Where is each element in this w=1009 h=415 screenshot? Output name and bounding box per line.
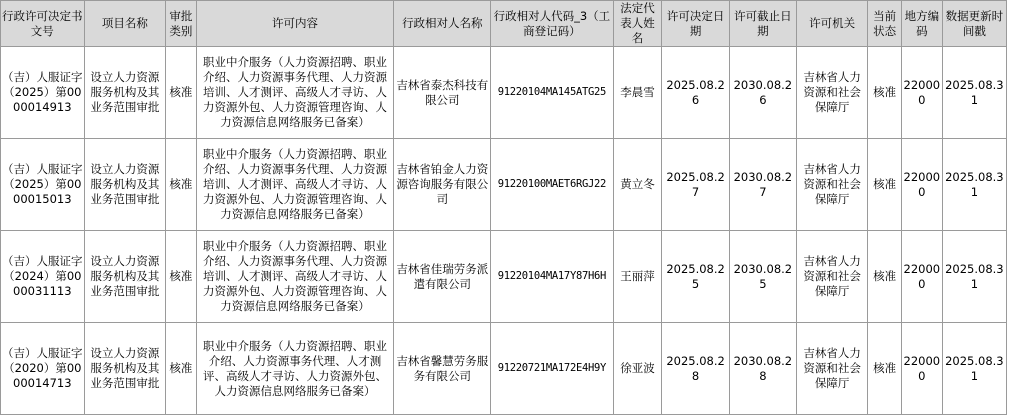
cell-decision-date: 2025.08.28 — [662, 323, 729, 415]
cell-party: 吉林省铂金人力资源咨询服务有限公司 — [394, 139, 491, 231]
cell-project: 设立人力资源服务机构及其业务范围审批 — [84, 47, 166, 139]
cell-doc-no: （吉）人服证字（2025）第0000014913 — [1, 47, 85, 139]
cell-updated: 2025.08.31 — [942, 139, 1006, 231]
cell-region-code: 220000 — [901, 323, 942, 415]
col-header-expiry-date: 许可截止日期 — [729, 1, 796, 47]
cell-legal-rep: 黄立冬 — [613, 139, 662, 231]
cell-doc-no: （吉）人服证字（2024）第0000031113 — [1, 231, 85, 323]
cell-decision-date: 2025.08.25 — [662, 231, 729, 323]
cell-status: 核准 — [868, 323, 902, 415]
cell-status: 核准 — [868, 47, 902, 139]
cell-authority: 吉林省人力资源和社会保障厅 — [796, 47, 867, 139]
col-header-doc-no: 行政许可决定书文号 — [1, 1, 85, 47]
cell-updated: 2025.08.31 — [942, 47, 1006, 139]
col-header-project: 项目名称 — [84, 1, 166, 47]
cell-doc-no: （吉）人服证字（2020）第0000014713 — [1, 323, 85, 415]
cell-content: 职业中介服务（人力资源招聘、职业介绍、人力资源事务代理、人力资源培训、人才测评、高级人才寻访、人力资源外包、人力资源管理咨询、人力资源信息网络服务已备案） — [196, 231, 394, 323]
col-header-status: 当前状态 — [868, 1, 902, 47]
cell-region-code: 220000 — [901, 47, 942, 139]
cell-category: 核准 — [166, 231, 197, 323]
col-header-authority: 许可机关 — [796, 1, 867, 47]
cell-expiry-date: 2030.08.28 — [729, 323, 796, 415]
cell-party: 吉林省馨慧劳务服务有限公司 — [394, 323, 491, 415]
table-row — [1, 231, 1007, 323]
cell-updated: 2025.08.31 — [942, 231, 1006, 323]
cell-project: 设立人力资源服务机构及其业务范围审批 — [84, 231, 166, 323]
cell-decision-date: 2025.08.26 — [662, 47, 729, 139]
cell-legal-rep: 徐亚波 — [613, 323, 662, 415]
table-row — [1, 139, 1007, 231]
cell-category: 核准 — [166, 323, 197, 415]
col-header-legal-rep: 法定代表人姓名 — [613, 1, 662, 47]
cell-project: 设立人力资源服务机构及其业务范围审批 — [84, 323, 166, 415]
cell-expiry-date: 2030.08.25 — [729, 231, 796, 323]
cell-authority: 吉林省人力资源和社会保障厅 — [796, 231, 867, 323]
cell-expiry-date: 2030.08.26 — [729, 47, 796, 139]
cell-code: 91220721MA172E4H9Y — [491, 323, 613, 415]
cell-category: 核准 — [166, 139, 197, 231]
cell-category: 核准 — [166, 47, 197, 139]
col-header-party: 行政相对人名称 — [394, 1, 491, 47]
col-header-decision-date: 许可决定日期 — [662, 1, 729, 47]
col-header-category: 审批类别 — [166, 1, 197, 47]
cell-updated: 2025.08.31 — [942, 323, 1006, 415]
cell-region-code: 220000 — [901, 139, 942, 231]
cell-authority: 吉林省人力资源和社会保障厅 — [796, 139, 867, 231]
cell-code: 91220104MA17Y87H6H — [491, 231, 613, 323]
table-row — [1, 47, 1007, 139]
cell-legal-rep: 王丽萍 — [613, 231, 662, 323]
cell-doc-no: （吉）人服证字（2025）第0000015013 — [1, 139, 85, 231]
col-header-code: 行政相对人代码_3（工商登记码） — [491, 1, 613, 47]
cell-legal-rep: 李晨雪 — [613, 47, 662, 139]
cell-expiry-date: 2030.08.27 — [729, 139, 796, 231]
cell-status: 核准 — [868, 231, 902, 323]
table-row — [1, 323, 1007, 415]
cell-content: 职业中介服务（人力资源招聘、职业介绍、人力资源事务代理、人力资源培训、人才测评、高级人才寻访、人力资源外包、人力资源管理咨询、人力资源信息网络服务已备案） — [196, 47, 394, 139]
cell-content: 职业中介服务（人力资源招聘、职业介绍、人力资源事务代理、人力资源培训、人才测评、高级人才寻访、人力资源外包、人力资源管理咨询、人力资源信息网络服务已备案） — [196, 139, 394, 231]
cell-content: 职业中介服务（人力资源招聘、职业介绍、人力资源事务代理、人才测评、高级人才寻访、人力资源外包、人力资源信息网络服务已备案） — [196, 323, 394, 415]
header-row — [1, 1, 1007, 47]
cell-status: 核准 — [868, 139, 902, 231]
cell-party: 吉林省泰杰科技有限公司 — [394, 47, 491, 139]
col-header-region-code: 地方编码 — [901, 1, 942, 47]
cell-authority: 吉林省人力资源和社会保障厅 — [796, 323, 867, 415]
cell-party: 吉林省佳瑞劳务派遣有限公司 — [394, 231, 491, 323]
cell-decision-date: 2025.08.27 — [662, 139, 729, 231]
cell-code: 91220100MAET6RGJ22 — [491, 139, 613, 231]
cell-code: 91220104MA145ATG25 — [491, 47, 613, 139]
cell-region-code: 220000 — [901, 231, 942, 323]
col-header-updated: 数据更新时间戳 — [942, 1, 1006, 47]
cell-project: 设立人力资源服务机构及其业务范围审批 — [84, 139, 166, 231]
col-header-content: 许可内容 — [196, 1, 394, 47]
